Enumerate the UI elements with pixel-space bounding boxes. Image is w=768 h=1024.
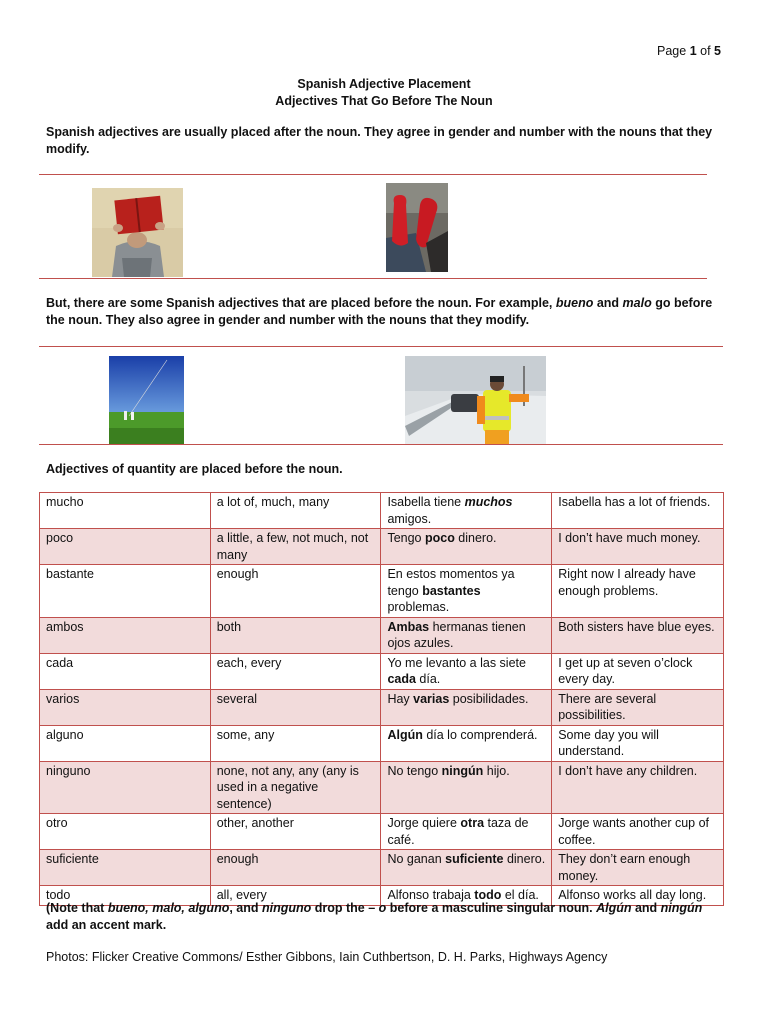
table-row [40, 814, 724, 850]
photo-reading-person [92, 188, 183, 277]
meaning-cell: each, every [210, 653, 381, 689]
adjective-cell: ambos [40, 617, 211, 653]
example-cell: No tengo ningún hijo. [381, 761, 552, 814]
intro-paragraph: Spanish adjectives are usually placed after the noun. They agree in gender and number with the nouns that they modify. [46, 125, 713, 156]
highlighted-adjective: Ambas [387, 619, 430, 634]
table-row [40, 565, 724, 618]
translation-cell: Both sisters have blue eyes. [552, 617, 724, 653]
table-row [40, 653, 724, 689]
translation-cell: Isabella has a lot of friends. [552, 493, 724, 529]
highlighted-adjective: muchos [464, 495, 513, 509]
adjective-cell: otro [40, 814, 211, 850]
highlighted-adjective: poco [424, 531, 455, 545]
adjective-cell: alguno [40, 725, 211, 761]
table-row [40, 761, 724, 814]
highlighted-adjective: otra [460, 816, 485, 830]
table-row [40, 617, 724, 653]
table-row [40, 850, 724, 886]
meaning-cell: a lot of, much, many [210, 493, 381, 529]
example-cell: En estos momentos ya tengo bastantes problemas. [381, 565, 552, 618]
divider [39, 346, 723, 347]
highlighted-adjective: suficiente [445, 852, 504, 866]
highlighted-adjective: todo [474, 888, 502, 902]
adjective-cell: bastante [40, 565, 211, 618]
page-label: Page [657, 44, 687, 58]
meaning-cell: enough [210, 850, 381, 886]
translation-cell: Jorge wants another cup of coffee. [552, 814, 724, 850]
quantity-heading: Adjectives of quantity are placed before the noun. [46, 462, 343, 476]
divider [39, 278, 707, 279]
example-cell: Ambas hermanas tienen ojos azules. [381, 617, 552, 653]
example-cell: Isabella tiene muchos amigos. [381, 493, 552, 529]
page-of: of [700, 44, 711, 58]
table-row [40, 725, 724, 761]
example-cell: Tengo poco dinero. [381, 529, 552, 565]
divider [39, 174, 707, 175]
example-cell: Alfonso trabaja todo el día. [381, 886, 552, 906]
page-number [600, 44, 721, 58]
meaning-cell: other, another [210, 814, 381, 850]
example-cell: Hay varias posibilidades. [381, 689, 552, 725]
translation-cell: Alfonso works all day long. [552, 886, 724, 906]
meaning-cell: enough [210, 565, 381, 618]
meaning-cell: both [210, 617, 381, 653]
meaning-cell: all, every [210, 886, 381, 906]
example-malo: malo [622, 296, 652, 310]
divider [39, 444, 723, 445]
adjective-cell: ninguno [40, 761, 211, 814]
example-cell: Jorge quiere otra taza de café. [381, 814, 552, 850]
highlighted-adjective: cada [387, 672, 416, 686]
highlighted-adjective: Algún [387, 727, 423, 742]
translation-cell: I don’t have much money. [552, 529, 724, 565]
table-row [40, 493, 724, 529]
meaning-cell: several [210, 689, 381, 725]
translation-cell: They don’t earn enough money. [552, 850, 724, 886]
table-row [40, 689, 724, 725]
meaning-cell: none, not any, any (any is used in a negative sentence) [210, 761, 381, 814]
example-bueno: bueno [555, 296, 594, 310]
adjective-table [39, 492, 724, 906]
highlighted-adjective: ningún [441, 763, 484, 778]
example-cell: No ganan suficiente dinero. [381, 850, 552, 886]
adjective-table-body [40, 493, 724, 906]
adjective-cell: varios [40, 689, 211, 725]
photo-kite-field [109, 356, 184, 444]
example-cell: Yo me levanto a las siete cada día. [381, 653, 552, 689]
highlighted-adjective: bastantes [422, 583, 481, 598]
photo-highway-worker [405, 356, 546, 444]
adjective-cell: todo [40, 886, 211, 906]
adjective-cell: cada [40, 653, 211, 689]
meaning-cell: some, any [210, 725, 381, 761]
translation-cell: Right now I already have enough problems. [552, 565, 724, 618]
document-title: Spanish Adjective Placement [297, 77, 471, 91]
meaning-cell: a little, a few, not much, not many [210, 529, 381, 565]
translation-cell: I don’t have any children. [552, 761, 724, 814]
page-current: 1 [689, 44, 697, 58]
page-total: 5 [714, 44, 721, 58]
photo-red-socks [386, 183, 448, 272]
adjective-cell: poco [40, 529, 211, 565]
translation-cell: Some day you will understand. [552, 725, 724, 761]
before-noun-paragraph: But, there are some Spanish adjectives that are placed before the noun. For example, bueno and malo go before the noun. They also agree in gender and number with the nouns that they modify. [46, 296, 713, 327]
table-row [40, 529, 724, 565]
adjective-cell: mucho [40, 493, 211, 529]
document-subtitle: Adjectives That Go Before The Noun [275, 94, 493, 108]
accent-note: (Note that bueno, malo, alguno, and ninguno drop the – o before a masculine singular noun. Algún and ningún add an accent mark. [46, 901, 703, 932]
example-cell: Algún día lo comprenderá. [381, 725, 552, 761]
photo-credits: Photos: Flicker Creative Commons/ Esther Gibbons, Iain Cuthbertson, D. H. Parks, Highways Agency [46, 950, 608, 964]
highlighted-adjective: varias [413, 691, 450, 706]
adjective-cell: suficiente [40, 850, 211, 886]
translation-cell: I get up at seven o’clock every day. [552, 653, 724, 689]
translation-cell: There are several possibilities. [552, 689, 724, 725]
